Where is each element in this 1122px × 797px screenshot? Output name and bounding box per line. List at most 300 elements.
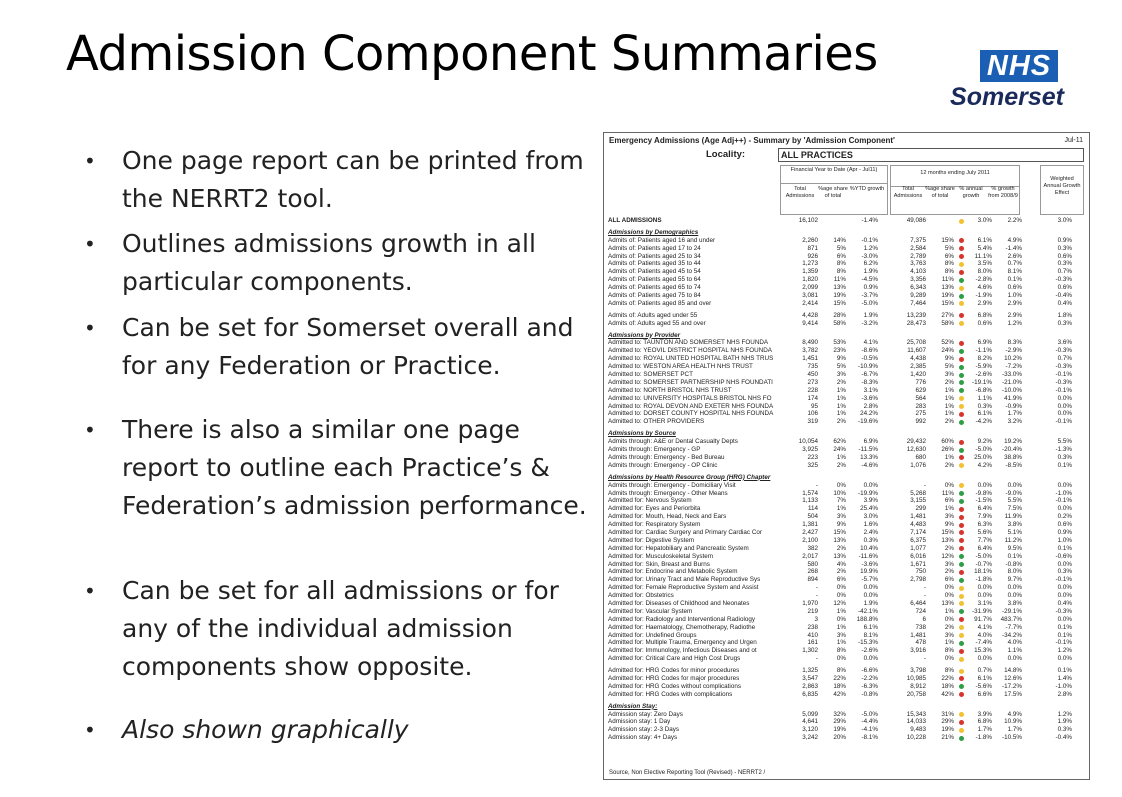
section-header-row: [608, 474, 1084, 482]
row-value-7: 11.9%: [1004, 513, 1022, 521]
row-value-4: 1,481: [910, 513, 926, 521]
row-value-5: 2%: [944, 418, 954, 426]
row-value-3: -8.1%: [861, 734, 878, 742]
table-row: [608, 639, 1084, 647]
row-value-5: 8%: [944, 647, 954, 655]
row-value-7: 3.8%: [1007, 521, 1022, 529]
row-value-5: 0%: [944, 584, 954, 592]
row-value-7: -0.9%: [1005, 402, 1022, 410]
row-value-3: -5.0%: [861, 299, 878, 307]
row-value-1: 3,242: [802, 734, 818, 742]
row-value-2: 28%: [833, 311, 846, 319]
row-label: Admits of: Patients aged 55 to 64: [608, 276, 701, 284]
row-value-2: 6%: [836, 576, 846, 584]
table-row: [608, 410, 1084, 418]
row-value-8: -0.1%: [1055, 418, 1072, 426]
nhs-somerset-logo: [944, 50, 1064, 112]
status-dot-icon: [959, 736, 964, 741]
row-value-2: 3%: [836, 513, 846, 521]
row-value-1: 1,325: [802, 667, 818, 675]
row-value-5: 1%: [944, 394, 954, 402]
table-row: [608, 379, 1084, 387]
row-value-1: 1,451: [802, 355, 818, 363]
row-value-6: -7.4%: [975, 639, 992, 647]
table-row: [608, 592, 1084, 600]
row-value-2: 2%: [836, 418, 846, 426]
row-value-7: 1.7%: [1007, 410, 1022, 418]
status-dot-icon: [959, 270, 964, 275]
row-value-6: -4.2%: [975, 418, 992, 426]
row-value-3: 6.9%: [863, 438, 878, 446]
row-value-6: 0.6%: [977, 319, 992, 327]
row-value-2: 8%: [836, 268, 846, 276]
status-dot-icon: [959, 373, 964, 378]
row-value-8: -0.3%: [1055, 607, 1072, 615]
row-label: Admits of: Patients aged 16 and under: [608, 236, 716, 244]
row-value-3: 24.2%: [860, 410, 878, 418]
section-header-row: [608, 332, 1084, 340]
row-value-8: 0.0%: [1057, 592, 1072, 600]
row-value-6: 3.0%: [977, 217, 992, 224]
bullet-dot-icon: •: [84, 418, 96, 442]
row-value-7: -2.9%: [1005, 347, 1022, 355]
row-value-8: 0.4%: [1057, 299, 1072, 307]
row-label: Admitted for: Nervous System: [608, 497, 692, 505]
row-value-1: 2,017: [802, 552, 818, 560]
row-value-8: -0.1%: [1055, 371, 1072, 379]
row-value-3: 4.1%: [863, 339, 878, 347]
table-row: [608, 462, 1084, 470]
table-row: [608, 624, 1084, 632]
row-value-7: 5.1%: [1007, 528, 1022, 536]
table-row: [608, 655, 1084, 663]
status-dot-icon: [959, 728, 964, 733]
row-value-2: 1%: [836, 639, 846, 647]
row-value-6: -0.7%: [975, 560, 992, 568]
row-value-2: 4%: [836, 560, 846, 568]
row-value-4: 13,239: [906, 311, 926, 319]
row-value-7: 3.8%: [1007, 599, 1022, 607]
table-row: [608, 553, 1084, 561]
row-value-4: -: [923, 592, 926, 600]
row-value-7: 8.1%: [1007, 268, 1022, 276]
row-value-4: 750: [915, 568, 926, 576]
row-value-3: -3.0%: [861, 252, 878, 260]
row-value-2: 18%: [833, 682, 846, 690]
row-value-6: 8.2%: [977, 355, 992, 363]
row-value-8: 1.2%: [1057, 710, 1072, 718]
row-value-6: 3.5%: [977, 260, 992, 268]
row-label: Admission stay: Zero Days: [608, 710, 683, 718]
row-value-2: 8%: [836, 647, 846, 655]
row-value-8: 0.0%: [1057, 481, 1072, 489]
row-value-3: -19.9%: [858, 489, 878, 497]
ytd-header-group: [780, 165, 888, 215]
row-label: Admitted for: HRG Codes without complications: [608, 682, 741, 690]
row-value-1: 1,273: [802, 260, 818, 268]
row-label: Admitted for: HRG Codes with complications: [608, 690, 733, 698]
row-value-8: 0.0%: [1057, 615, 1072, 623]
row-value-1: -: [815, 584, 818, 592]
row-value-3: 0.0%: [863, 655, 878, 663]
row-value-5: 26%: [941, 446, 954, 454]
row-value-2: 24%: [833, 446, 846, 454]
row-value-2: 8%: [836, 667, 846, 675]
row-value-4: 680: [915, 453, 926, 461]
row-value-1: 161: [807, 639, 818, 647]
row-label: Admits of: Patients aged 25 to 34: [608, 252, 701, 260]
row-value-7: 0.1%: [1007, 552, 1022, 560]
row-label: Admitted to: ROYAL UNITED HOSPITAL BATH NHS TRUS: [608, 355, 774, 363]
row-value-8: -0.3%: [1055, 347, 1072, 355]
row-label: Admitted to: SOMERSET PCT: [608, 371, 693, 379]
row-label: Admitted for: Immunology, Infectious Diseases and ot: [608, 647, 757, 655]
row-value-1: 735: [807, 363, 818, 371]
row-value-7: 4.9%: [1007, 236, 1022, 244]
row-value-1: 3,925: [802, 446, 818, 454]
row-value-2: 3%: [836, 371, 846, 379]
row-value-7: -8.5%: [1005, 461, 1022, 469]
row-value-2: 1%: [836, 453, 846, 461]
table-row: [608, 505, 1084, 513]
row-value-1: 580: [807, 560, 818, 568]
row-value-3: -15.3%: [858, 639, 878, 647]
row-value-6: -1.9%: [975, 292, 992, 300]
row-value-7: 8.3%: [1007, 339, 1022, 347]
row-value-1: 2,260: [802, 236, 818, 244]
row-value-5: 1%: [944, 402, 954, 410]
table-row: [608, 647, 1084, 655]
summary-report-image: [603, 132, 1090, 780]
row-value-6: 8.0%: [977, 268, 992, 276]
row-value-1: 2,099: [802, 284, 818, 292]
row-label: Admission stay: 4+ Days: [608, 734, 678, 742]
row-value-2: 0%: [836, 615, 846, 623]
bullet-text: Can be set for Somerset overall and for any Federation or Practice.: [122, 313, 574, 380]
row-value-5: 2%: [944, 461, 954, 469]
status-dot-icon: [959, 720, 964, 725]
row-label: Admitted to: ROYAL DEVON AND EXETER NHS FOUNDA: [608, 402, 774, 410]
row-label: Admitted for: Critical Care and High Cost Drugs: [608, 655, 741, 663]
row-value-4: 4,438: [910, 355, 926, 363]
row-value-1: 5,099: [802, 710, 818, 718]
row-value-4: 10,228: [906, 734, 926, 742]
row-value-3: -4.1%: [861, 726, 878, 734]
rolling-header-group: [890, 165, 1020, 215]
table-row: [608, 734, 1084, 742]
status-dot-icon: [959, 633, 964, 638]
row-value-3: 0.0%: [863, 584, 878, 592]
table-row: [608, 667, 1084, 675]
row-value-2: 0%: [836, 592, 846, 600]
row-value-4: 283: [915, 402, 926, 410]
row-value-7: 14.8%: [1004, 667, 1022, 675]
row-value-5: 1%: [944, 453, 954, 461]
row-label: Admitted for: Cardiac Surgery and Primary Cardiac Cor: [608, 528, 762, 536]
row-value-3: 0.0%: [863, 592, 878, 600]
row-value-6: -19.1%: [972, 378, 992, 386]
row-value-1: 1,574: [802, 489, 818, 497]
status-dot-icon: [959, 278, 964, 283]
table-row: [608, 253, 1084, 261]
row-value-6: 6.9%: [977, 339, 992, 347]
row-value-8: 0.9%: [1057, 528, 1072, 536]
row-value-2: 6%: [836, 252, 846, 260]
row-value-3: 2.8%: [863, 402, 878, 410]
row-value-6: 4.1%: [977, 623, 992, 631]
table-row: [608, 711, 1084, 719]
row-value-8: -0.3%: [1055, 378, 1072, 386]
row-value-2: 0%: [836, 481, 846, 489]
row-value-5: 11%: [941, 276, 954, 284]
row-value-7: 4.0%: [1007, 639, 1022, 647]
row-value-3: -6.3%: [861, 682, 878, 690]
row-value-4: 9,289: [910, 292, 926, 300]
row-value-7: -20.4%: [1002, 446, 1022, 454]
row-value-7: 0.0%: [1007, 592, 1022, 600]
row-value-4: 2,798: [910, 576, 926, 584]
row-value-3: -10.9%: [858, 363, 878, 371]
row-value-1: 106: [807, 410, 818, 418]
row-value-3: 6.2%: [863, 260, 878, 268]
row-value-6: -5.0%: [975, 446, 992, 454]
row-value-5: 31%: [941, 710, 954, 718]
ytd-group-label: Financial Year to Date (Apr - Jul11): [781, 166, 887, 184]
row-label: Admits of: Patients aged 35 to 44: [608, 260, 701, 268]
row-value-3: -8.3%: [861, 378, 878, 386]
row-value-7: 2.2%: [1007, 217, 1022, 224]
col-header: % annual growth: [959, 186, 983, 199]
row-value-5: 0%: [944, 655, 954, 663]
row-value-4: 20,758: [906, 690, 926, 698]
row-value-4: 49,086: [906, 217, 926, 224]
row-value-7: -33.0%: [1002, 371, 1022, 379]
row-value-5: 60%: [941, 438, 954, 446]
row-value-6: 25.0%: [974, 453, 992, 461]
row-value-6: 4.2%: [977, 461, 992, 469]
row-value-2: 0%: [836, 584, 846, 592]
row-value-1: 228: [807, 386, 818, 394]
row-value-5: 19%: [941, 726, 954, 734]
row-value-4: 28,473: [906, 319, 926, 327]
row-value-1: 223: [807, 453, 818, 461]
page-title: Admission Component Summaries: [66, 26, 878, 82]
status-dot-icon: [959, 219, 964, 224]
row-value-2: 15%: [833, 528, 846, 536]
locality-label: Locality:: [706, 149, 746, 160]
row-value-8: 1.4%: [1057, 674, 1072, 682]
row-value-5: 52%: [941, 339, 954, 347]
status-dot-icon: [959, 594, 964, 599]
row-value-5: 6%: [944, 252, 954, 260]
row-value-7: 41.9%: [1004, 394, 1022, 402]
row-value-5: 2%: [944, 544, 954, 552]
row-value-2: 58%: [833, 319, 846, 327]
table-row: [608, 632, 1084, 640]
row-label: Admitted to: YEOVIL DISTRICT HOSPITAL NHS FOUNDA: [608, 347, 772, 355]
row-value-6: 6.6%: [977, 690, 992, 698]
row-label: Admitted to: NORTH BRISTOL NHS TRUST: [608, 386, 732, 394]
row-value-8: 0.3%: [1057, 726, 1072, 734]
row-value-5: 9%: [944, 355, 954, 363]
table-row: [608, 537, 1084, 545]
row-value-6: -5.0%: [975, 552, 992, 560]
row-value-7: 0.0%: [1007, 584, 1022, 592]
row-value-2: 1%: [836, 386, 846, 394]
col-header: %age share of total: [925, 186, 955, 199]
bullet-text: Outlines admissions growth in all particular components.: [122, 229, 536, 296]
table-row: [608, 260, 1084, 268]
row-value-5: 8%: [944, 260, 954, 268]
row-value-2: 2%: [836, 378, 846, 386]
row-value-7: -34.2%: [1002, 631, 1022, 639]
status-dot-icon: [959, 491, 964, 496]
section-header-row: [608, 430, 1084, 438]
row-value-8: 1.2%: [1057, 647, 1072, 655]
row-value-7: -10.0%: [1002, 386, 1022, 394]
row-value-4: 299: [915, 505, 926, 513]
row-value-3: 2.4%: [863, 528, 878, 536]
row-value-2: 29%: [833, 718, 846, 726]
bullet-dot-icon: •: [84, 149, 96, 173]
row-value-6: 4.6%: [977, 284, 992, 292]
status-dot-icon: [959, 420, 964, 425]
row-label: Admits through: Emergency - GP: [608, 446, 701, 454]
row-value-6: -2.8%: [975, 276, 992, 284]
row-value-1: 450: [807, 371, 818, 379]
row-value-1: 1,381: [802, 521, 818, 529]
row-value-2: 9%: [836, 521, 846, 529]
status-dot-icon: [959, 641, 964, 646]
row-value-7: 9.5%: [1007, 544, 1022, 552]
row-value-6: -6.8%: [975, 386, 992, 394]
status-dot-icon: [959, 562, 964, 567]
row-value-5: 8%: [944, 268, 954, 276]
row-label: Admitted for: Multiple Trauma, Emergency and Urgen: [608, 639, 757, 647]
row-value-1: 3,547: [802, 674, 818, 682]
row-value-3: -3.6%: [861, 560, 878, 568]
nhs-logo-box: NHS: [980, 50, 1058, 82]
row-value-1: 382: [807, 544, 818, 552]
status-dot-icon: [959, 499, 964, 504]
col-header: % growth from 2008/9: [988, 186, 1018, 199]
row-label: Admits through: Emergency - Other Means: [608, 489, 728, 497]
row-label: Admitted to: DORSET COUNTY HOSPITAL NHS FOUNDA: [608, 410, 774, 418]
row-label: Admitted to: UNIVERSITY HOSPITALS BRISTOL NHS FO: [608, 394, 772, 402]
row-value-1: 1,359: [802, 268, 818, 276]
status-dot-icon: [959, 286, 964, 291]
row-value-2: 15%: [833, 299, 846, 307]
row-value-2: 9%: [836, 355, 846, 363]
row-value-8: 0.6%: [1057, 284, 1072, 292]
table-row: [608, 561, 1084, 569]
row-value-3: -11.5%: [858, 446, 878, 454]
row-value-6: 9.2%: [977, 438, 992, 446]
row-value-8: 0.3%: [1057, 260, 1072, 268]
row-value-8: 3.6%: [1057, 339, 1072, 347]
row-value-5: 1%: [944, 607, 954, 615]
row-label: ALL ADMISSIONS: [608, 217, 662, 224]
total-row: [608, 217, 1084, 225]
row-value-7: 8.0%: [1007, 568, 1022, 576]
row-value-5: 2%: [944, 623, 954, 631]
row-label: Admissions by Demographics: [608, 228, 699, 236]
row-value-1: 268: [807, 568, 818, 576]
status-dot-icon: [959, 294, 964, 299]
row-value-7: -7.2%: [1005, 363, 1022, 371]
row-value-5: 2%: [944, 378, 954, 386]
row-value-7: 9.7%: [1007, 576, 1022, 584]
row-label: Admits of: Patients aged 65 to 74: [608, 284, 701, 292]
row-value-4: 5,268: [910, 489, 926, 497]
row-value-4: 6: [922, 615, 926, 623]
row-label: Admitted for: HRG Codes for major procedures: [608, 674, 740, 682]
table-row: [608, 237, 1084, 245]
row-value-3: 188.8%: [856, 615, 878, 623]
row-value-3: -0.5%: [861, 355, 878, 363]
row-value-3: 3.0%: [863, 513, 878, 521]
row-label: Admitted for: Vascular System: [608, 607, 693, 615]
row-value-2: 22%: [833, 674, 846, 682]
row-value-4: 2,789: [910, 252, 926, 260]
row-value-4: -: [923, 481, 926, 489]
table-row: [608, 497, 1084, 505]
row-value-6: 1.1%: [977, 394, 992, 402]
row-value-3: 25.4%: [860, 505, 878, 513]
row-value-5: 58%: [941, 319, 954, 327]
table-row: [608, 616, 1084, 624]
row-value-8: 0.0%: [1057, 394, 1072, 402]
status-dot-icon: [959, 657, 964, 662]
row-value-5: 1%: [944, 639, 954, 647]
row-value-4: -: [923, 584, 926, 592]
status-dot-icon: [959, 440, 964, 445]
table-row: [608, 608, 1084, 616]
table-row: [608, 454, 1084, 462]
row-value-7: -29.1%: [1002, 607, 1022, 615]
row-value-2: 19%: [833, 292, 846, 300]
row-value-7: -0.8%: [1005, 560, 1022, 568]
row-label: Admits of: Patients aged 17 to 24: [608, 244, 701, 252]
row-value-5: 1%: [944, 505, 954, 513]
row-value-6: 5.6%: [977, 528, 992, 536]
col-header: %age share of total: [818, 186, 848, 199]
row-value-2: 62%: [833, 438, 846, 446]
row-value-3: -3.6%: [861, 394, 878, 402]
row-value-7: -10.5%: [1002, 734, 1022, 742]
row-value-1: 95: [810, 402, 818, 410]
row-value-6: 6.3%: [977, 521, 992, 529]
status-dot-icon: [959, 341, 964, 346]
row-value-4: 6,016: [910, 552, 926, 560]
row-value-4: 12,630: [906, 446, 926, 454]
row-value-4: 776: [915, 378, 926, 386]
table-row: [608, 268, 1084, 276]
row-value-1: 6,835: [802, 690, 818, 698]
status-dot-icon: [959, 507, 964, 512]
row-label: Admits of: Patients aged 75 to 84: [608, 292, 701, 300]
row-value-8: 0.9%: [1057, 236, 1072, 244]
row-value-8: 1.8%: [1057, 311, 1072, 319]
row-value-8: -0.3%: [1055, 363, 1072, 371]
row-label: Admitted for: Urinary Tract and Male Reproductive Sys: [608, 576, 761, 584]
row-value-2: 1%: [836, 394, 846, 402]
row-value-1: 410: [807, 631, 818, 639]
table-row: [608, 529, 1084, 537]
row-value-6: 91.7%: [974, 615, 992, 623]
col-header: Total Admissions: [893, 186, 923, 199]
row-value-2: 1%: [836, 623, 846, 631]
